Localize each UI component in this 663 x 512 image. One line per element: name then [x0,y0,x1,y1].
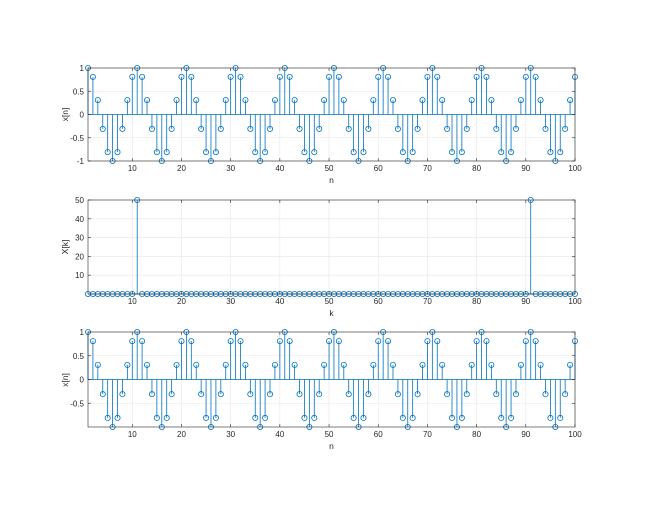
x-tick-label: 20 [177,430,186,439]
y-tick-label: 1 [79,64,84,73]
x-tick-label: 40 [275,164,285,173]
y-axis-label: X[k] [60,239,70,255]
x-tick-label: 20 [177,297,186,306]
x-tick-label: 60 [373,297,383,306]
y-tick-label: 50 [75,196,84,205]
subplot-dft [60,196,582,318]
x-tick-label: 70 [422,430,432,439]
x-tick-label: 90 [521,297,531,306]
y-tick-label: 0.5 [72,351,84,361]
x-tick-label: 20 [177,164,186,173]
y-tick-label: 0.5 [72,87,84,97]
x-tick-label: 30 [226,164,236,173]
y-tick-label: 0 [79,110,84,120]
x-tick-label: 100 [568,430,582,439]
x-axis-label: n [329,441,334,451]
x-tick-label: 60 [373,430,383,439]
subplot-reconstructed [60,328,582,451]
x-tick-label: 80 [472,430,482,439]
y-axis-label: x[n] [60,373,70,387]
plot-area [88,200,575,294]
y-tick-label: 30 [75,233,84,243]
y-tick-label: -0.5 [70,399,84,409]
x-tick-label: 10 [127,164,137,173]
x-tick-label: 30 [226,430,236,439]
x-axis-label: n [329,175,334,185]
x-axis-label: k [329,308,334,318]
y-tick-label: -0.5 [70,133,84,143]
x-tick-label: 50 [324,297,334,306]
x-tick-label: 70 [422,164,432,173]
y-tick-label: 0 [79,375,84,385]
y-tick-label: 40 [75,214,84,224]
x-tick-label: 90 [521,430,531,439]
x-tick-label: 70 [422,297,432,306]
x-tick-label: 40 [275,430,285,439]
y-tick-label: 20 [75,252,84,262]
x-tick-label: 60 [373,164,383,173]
y-tick-label: 10 [75,271,84,281]
x-tick-label: 10 [127,430,137,439]
y-tick-label: -1 [76,157,84,166]
x-tick-label: 90 [521,164,531,173]
x-tick-label: 80 [472,297,482,306]
x-tick-label: 30 [226,297,236,306]
x-tick-label: 50 [324,430,334,439]
x-tick-label: 50 [324,164,334,173]
x-tick-label: 40 [275,297,285,306]
subplot-signal [60,64,582,185]
x-tick-label: 10 [127,297,137,306]
y-tick-label: 1 [79,328,84,337]
x-tick-label: 100 [568,164,582,173]
x-tick-label: 80 [472,164,482,173]
y-axis-label: x[n] [60,107,70,122]
x-tick-label: 100 [568,297,582,306]
